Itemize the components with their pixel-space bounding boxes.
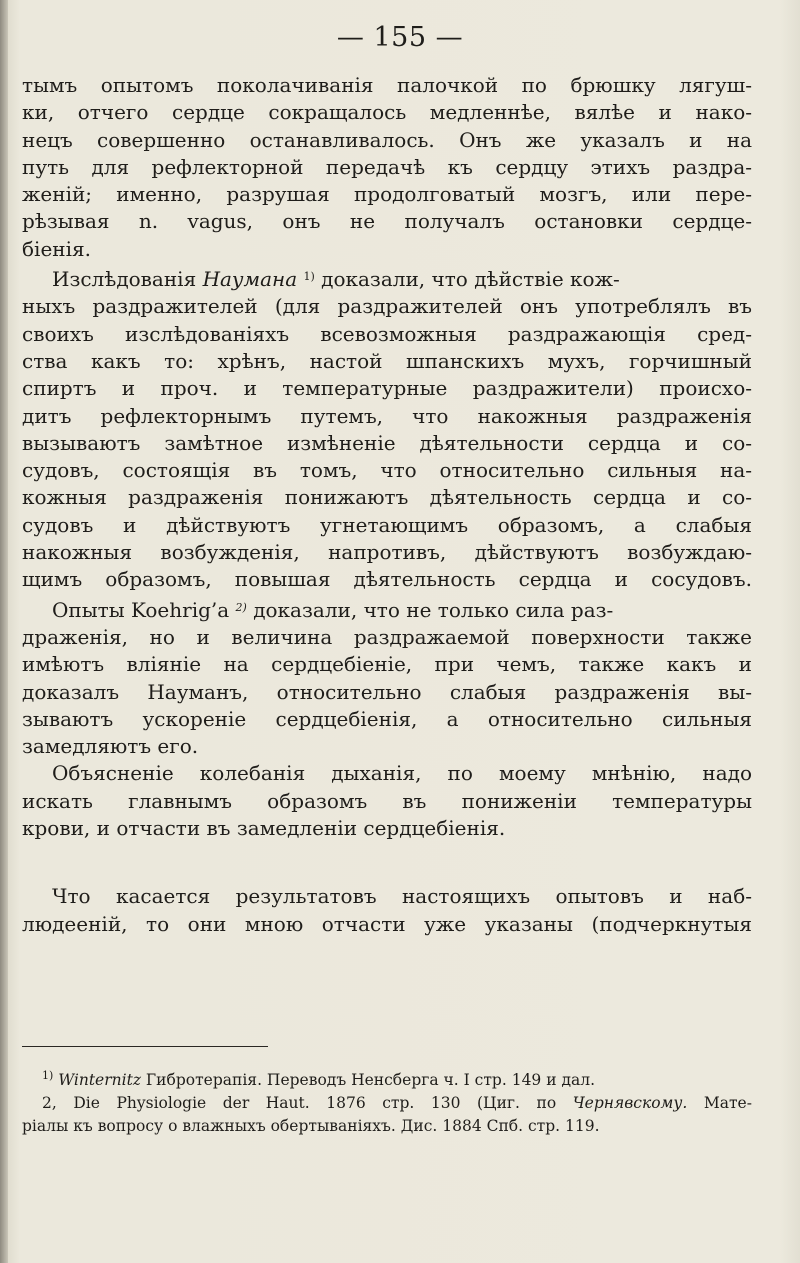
text-line: женій; именно, разрушая продолговатый мозгъ, или пере- [22, 182, 752, 207]
text-line: крови, и отчасти въ замедленіи сердцебіенія. [22, 816, 506, 841]
text-line: судовъ и дѣйствуютъ угнетающимъ образомъ, а слабыя [22, 512, 752, 537]
text-line: рѣзывая n. vagus, онъ не получалъ остановки сердце- [22, 209, 752, 234]
text-line: людееній, то они мною отчасти уже указаны (подчеркнутыя [22, 911, 752, 936]
text-line: нецъ совершенно останавливалось. Онъ же указалъ и на [22, 127, 752, 152]
body-text [22, 72, 752, 938]
page-number: — 155 — [336, 22, 464, 53]
text-line: судовъ, состоящія въ томъ, что относительно сильныя на- [22, 458, 752, 483]
footnote: 2, Die Physiologie der Haut. 1876 стр. 130 (Циг. по Чернявскому. Мате- [42, 1094, 752, 1112]
footnote: $^{1)}$ Winternitz Гибротерапія. Переводъ Ненсберга ч. I стр. 149 и дал. [42, 1069, 596, 1089]
text-line: зываютъ ускореніе сердцебіенія, а относительно сильныя [22, 706, 752, 731]
text-line: накожныя возбужденія, напротивъ, дѣйствуютъ возбуждаю- [22, 540, 752, 565]
text-line: ки, отчего сердце сокращалось медленнѣе, вялѣе и нако- [22, 100, 752, 125]
footnote-ref: 1) [303, 270, 315, 284]
text-line: ства какъ то: хрѣнъ, настой шпанскихъ мухъ, горчишный [22, 348, 752, 373]
text-line: доказалъ Науманъ, относительно слабыя раздраженія вы- [22, 679, 752, 704]
text-line: щимъ образомъ, повышая дѣятельность сердца и сосудовъ. [22, 567, 752, 592]
text-line: дитъ рефлекторнымъ путемъ, что накожныя раздраженія [22, 403, 752, 428]
text-line: искать главнымъ образомъ въ пониженіи температуры [22, 788, 752, 813]
footnote-author: Winternitz [58, 1071, 141, 1089]
text-line: своихъ изслѣдованіяхъ всевозможныя раздражающія сред- [22, 321, 752, 346]
text-line: драженія, но и величина раздражаемой поверхности также [22, 624, 752, 649]
text-line: Что касается результатовъ настоящихъ опытовъ и наб- [52, 884, 752, 909]
author-name: Наумана [202, 267, 298, 292]
footnote-continuation: ріалы къ вопросу о влажныхъ обертываніяхъ. Дис. 1884 Спб. стр. 119. [22, 1117, 600, 1135]
text-line: имѣютъ вліяніе на сердцебіеніе, при чемъ, также какъ и [22, 652, 752, 677]
text-line: Объясненіе колебанія дыханія, по моему мнѣнію, надо [52, 761, 752, 786]
text-line: Опыты Koehrig’a $^{2)}$ доказали, что не только сила раз- [52, 597, 614, 622]
footnote-divider [22, 1046, 268, 1047]
text-line: біенія. [22, 236, 91, 261]
page-spine-shadow [0, 0, 8, 1263]
text-line: тымъ опытомъ поколачиванія палочкой по брюшку лягуш- [22, 73, 752, 97]
text-line: кожныя раздраженія понижаютъ дѣятельность сердца и со- [22, 485, 752, 510]
text-line: замедляютъ его. [22, 734, 199, 759]
footnote-author: Чернявскому. [572, 1094, 688, 1112]
text-line: Изслѣдованія Наумана $^{1)}$ доказали, что дѣйствіе кож- [52, 267, 620, 292]
text-line: путь для рефлекторной передачѣ къ сердцу этихъ раздра- [22, 154, 752, 179]
text-line: ныхъ раздражителей (для раздражителей онъ употреблялъ въ [22, 294, 752, 319]
text-line: вызываютъ замѣтное измѣненіе дѣятельности сердца и со- [22, 430, 752, 455]
section-gap [22, 842, 752, 883]
footnote-ref: 2) [235, 600, 247, 614]
text-line: спиртъ и проч. и температурные раздражители) происхо- [22, 376, 752, 401]
footnotes [22, 1064, 752, 1138]
